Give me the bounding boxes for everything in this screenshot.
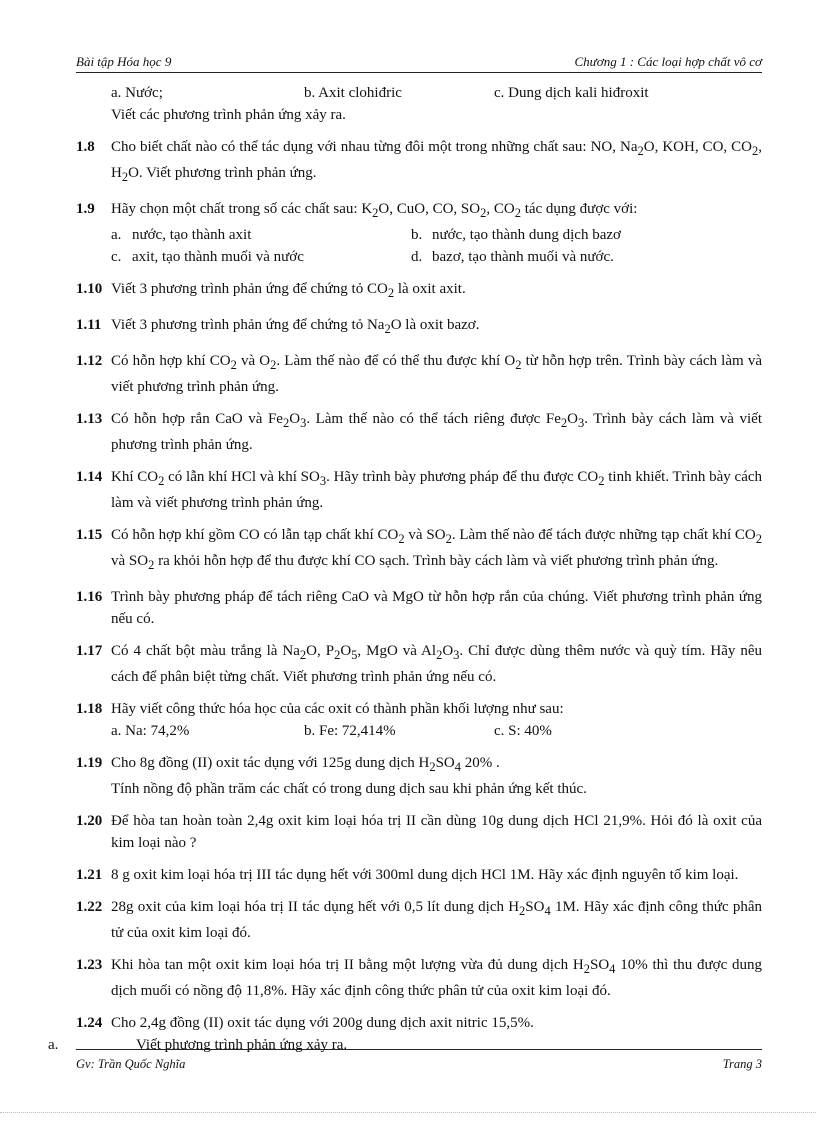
question-1-12	[0, 350, 816, 398]
question-number: 1.15	[76, 527, 103, 543]
question-number: 1.10	[76, 281, 103, 297]
question-number: 1.16	[76, 589, 103, 605]
question-1-24-part-a	[0, 1034, 816, 1056]
option-b: b. Axit clohiđric	[304, 85, 402, 101]
question-text: Có hỗn hợp rắn CaO và $Fe_2O_3$. Làm thế nào có thể tách riêng được $Fe_2O_3$. Trình bày cách làm và viết phương trình phản ứng.	[111, 411, 762, 453]
question-1-23	[0, 954, 816, 1002]
question-text: Cho 8g đồng (II) oxit tác dụng với 125g dung dịch $H_2SO_4$ 20% .	[111, 755, 500, 774]
option-c: c. S: 40%	[494, 723, 552, 739]
question-number: 1.24	[76, 1015, 103, 1031]
question-text: Để hòa tan hoàn toàn 2,4g oxit kim loại hóa trị II cần dùng 10g dung dịch HCl 21,9%. Hỏi đó là oxit của kim loại nào ?	[111, 813, 762, 851]
page-header	[76, 52, 762, 73]
question-1-17	[0, 640, 816, 688]
question-number: 1.14	[76, 469, 103, 485]
question-number: 1.12	[76, 353, 103, 369]
page-footer	[76, 1049, 762, 1071]
footer-left: Gv: Trần Quốc Nghĩa	[76, 1057, 186, 1071]
question-number: 1.9	[76, 201, 95, 217]
question-1-8	[0, 136, 816, 188]
question-text: 8 g oxit kim loại hóa trị III tác dụng hết với 300ml dung dịch HCl 1M. Hãy xác định nguyên tố kim loại.	[111, 867, 739, 883]
option-a: a. nước, tạo thành axit	[111, 227, 252, 243]
question-1-16	[0, 586, 816, 630]
question-text: Cho 2,4g đồng (II) oxit tác dụng với 200g dung dịch axit nitric 15,5%.	[111, 1015, 534, 1031]
question-1-18	[0, 698, 816, 742]
question-number: 1.13	[76, 411, 103, 427]
question-text: Có hỗn hợp khí gồm CO có lẫn tạp chất khí $CO_2$ và $SO_2$. Làm thế nào để tách được những tạp chất khí $CO_2$ và $SO_2$ ra khỏi hỗn hợp để thu được khí CO sạch. Trình bày cách làm và viết phương trình phản ứng.	[111, 527, 763, 572]
question-1-15	[0, 524, 816, 576]
option-c: c. Dung dịch kali hiđroxit	[494, 85, 649, 101]
option-b: b. Fe: 72,414%	[304, 723, 396, 739]
option-a: a. Na: 74,2%	[111, 723, 190, 739]
part-text: Viết phương trình phản ứng xảy ra.	[136, 1037, 348, 1053]
question-text: Viết 3 phương trình phản ứng để chứng tỏ $Na_2O$ là oxit bazơ.	[111, 317, 480, 336]
question-number: 1.11	[76, 317, 102, 333]
document-body	[0, 82, 816, 1056]
question-1-10	[0, 278, 816, 304]
instruction: Viết các phương trình phản ứng xảy ra.	[111, 107, 346, 123]
option-c: c. axit, tạo thành muối và nước	[111, 249, 304, 265]
options-row	[111, 224, 762, 246]
footer-right: Trang 3	[722, 1057, 762, 1071]
question-text: Trình bày phương pháp để tách riêng CaO và MgO từ hỗn hợp rắn của chúng. Viết phương trình phản ứng nếu có.	[111, 589, 762, 627]
question-1-14	[0, 466, 816, 514]
question-text: Cho biết chất nào có thể tác dụng với nhau từng đôi một trong những chất sau: NO, $Na_2O$, KOH, CO, $CO_2$, $H_2O$. Viết phương trình phản ứng.	[111, 139, 762, 184]
question-text: Viết 3 phương trình phản ứng để chứng tỏ $CO_2$ là oxit axit.	[111, 281, 466, 300]
question-1-13	[0, 408, 816, 456]
question-1-9	[0, 198, 816, 268]
option-b: b. nước, tạo thành dung dịch bazơ	[411, 227, 621, 243]
question-number: 1.8	[76, 139, 95, 155]
question-number: 1.18	[76, 701, 103, 717]
header-left: Bài tập Hóa học 9	[76, 54, 172, 69]
question-text: Khí $CO_2$ có lẫn khí HCl và khí $SO_3$. Hãy trình bày phương pháp để thu được $CO_2$ tinh khiết. Trình bày cách làm và viết phương trình phản ứng.	[111, 469, 763, 511]
page-bottom-divider	[0, 1112, 816, 1113]
question-number: 1.21	[76, 867, 103, 883]
question-1-22	[0, 896, 816, 944]
question-1-11	[0, 314, 816, 340]
question-number: 1.19	[76, 755, 103, 771]
question-1-24	[0, 1012, 816, 1034]
question-1-21	[0, 864, 816, 886]
question-1-20	[0, 810, 816, 854]
options-row	[111, 82, 762, 104]
question-text: Có hỗn hợp khí $CO_2$ và $O_2$. Làm thế nào để có thể thu được khí $O_2$ từ hỗn hợp trên. Trình bày cách làm và viết phương trình phản ứng.	[111, 353, 762, 395]
question-1-7-tail	[0, 82, 816, 126]
question-1-19	[0, 752, 816, 800]
question-text: Hãy chọn một chất trong số các chất sau: $K_2O$, CuO, CO, $SO_2$, $CO_2$ tác dụng được với:	[111, 201, 638, 220]
question-number: 1.23	[76, 957, 103, 973]
option-d: d. bazơ, tạo thành muối và nước.	[411, 249, 614, 265]
question-number: 1.20	[76, 813, 103, 829]
part-label: a.	[48, 1037, 59, 1053]
option-a: a. Nước;	[111, 85, 163, 101]
options-row	[111, 720, 762, 742]
question-number: 1.17	[76, 643, 103, 659]
question-number: 1.22	[76, 899, 103, 915]
question-text: Có 4 chất bột màu trắng là $Na_2O$, $P_2O_5$, MgO và $Al_2O_3$. Chỉ được dùng thêm nước và quỳ tím. Hãy nêu cách để phân biệt từng chất. Viết phương trình phản ứng nếu có.	[111, 643, 762, 685]
question-text: 28g oxit của kim loại hóa trị II tác dụng hết với 0,5 lít dung dịch $H_2SO_4$ 1M. Hãy xác định công thức phân tử của oxit kim loại đó.	[111, 899, 762, 941]
question-text: Khi hòa tan một oxit kim loại hóa trị II bằng một lượng vừa đủ dung dịch $H_2SO_4$ 10% thì thu được dung dịch muối có nồng độ 11,8%. Hãy xác định công thức phân tử của oxit kim loại đó.	[111, 957, 762, 999]
header-right: Chương 1 : Các loại hợp chất vô cơ	[574, 54, 762, 69]
question-text-2: Tính nồng độ phần trăm các chất có trong dung dịch sau khi phản ứng kết thúc.	[111, 781, 587, 797]
question-text: Hãy viết công thức hóa học của các oxit có thành phần khối lượng như sau:	[111, 701, 564, 717]
options-row	[111, 246, 762, 268]
